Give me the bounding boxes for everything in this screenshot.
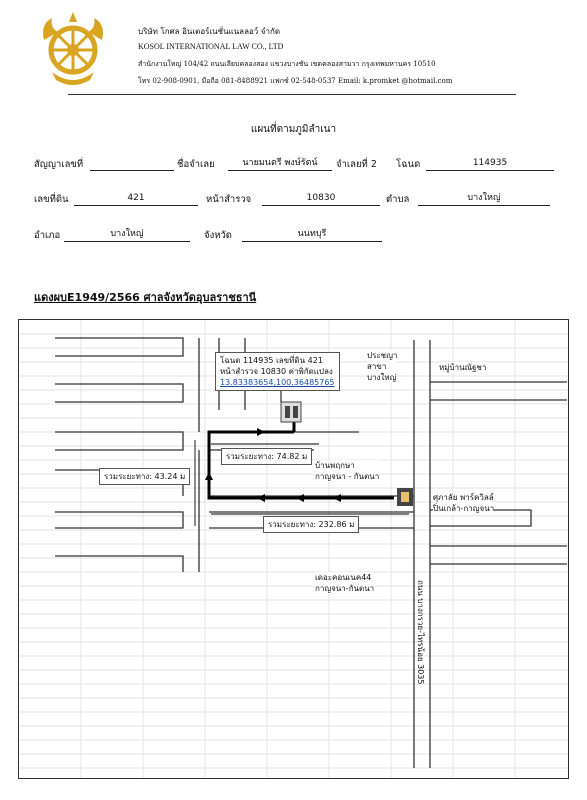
distance-74-label: รวมระยะทาง: 74.82 ม — [221, 448, 312, 465]
deed-info-line2: หน้าสำรวจ 10830 ค่าพิกัดแปลง — [220, 367, 333, 376]
location-map — [18, 319, 569, 779]
company-address: สำนักงานใหญ่ 104/42 ถนนเลียบคลองสอง แขวงบางชัน เขตคลองสามวา กรุงเทพมหานคร 10510 — [138, 60, 436, 68]
subdistrict-value: บางใหญ่ — [418, 192, 550, 206]
route-arrow — [257, 428, 265, 436]
field-row-1 — [34, 157, 564, 173]
village-label: หมู่บ้านณัฐชา — [439, 363, 487, 372]
coordinates-link[interactable]: 13.83383654,100.36485765 — [220, 378, 335, 387]
route-arrow — [333, 494, 341, 502]
road-label: ถนน บางกรวย-ไทรน้อย 3035 — [416, 580, 425, 685]
header-divider — [68, 94, 516, 95]
company-logo — [38, 10, 108, 88]
pracharat-label: ประชญา สาขา บางใหญ่ — [367, 351, 398, 382]
supalai-label: ศุภาลัย พาร์ควิลล์ ปิ่นเกล้า-กาญจนา — [433, 493, 495, 513]
route-arrow — [205, 472, 213, 480]
target-house-icon — [281, 390, 301, 422]
document-title: แผนที่ตามภูมิลำเนา — [250, 124, 337, 135]
deed-info-line1: โฉนด 114935 เลขที่ดิน 421 — [220, 356, 323, 365]
defendant-no-label: จำเลยที่ 2 — [336, 159, 377, 170]
company-name-thai: บริษัท โกศล อินเตอร์เนชั่นแนลลอว์ จำกัด — [138, 27, 281, 36]
debtor-label: ชื่อจำเลย — [177, 159, 215, 170]
case-section-title: แดงผบE1949/2566 ศาลจังหวัดอุบลราชธานี — [34, 291, 257, 304]
deed-value: 114935 — [426, 157, 554, 171]
field-row-2 — [34, 192, 564, 208]
distance-232-label: รวมระยะทาง: 232.86 ม — [263, 516, 359, 533]
start-location-pin — [397, 488, 413, 506]
district-label: อำเภอ — [34, 230, 61, 241]
route-arrow — [296, 494, 304, 502]
baan-pruksa-label: บ้านพฤกษา กาญจนา - กันตนา — [315, 461, 380, 481]
route-arrow — [257, 494, 265, 502]
contract-no-value — [90, 157, 174, 171]
province-label: จังหวัด — [204, 230, 232, 241]
land-no-value: 421 — [74, 192, 198, 206]
survey-value: 10830 — [262, 192, 380, 206]
deed-label: โฉนด — [396, 159, 421, 170]
field-row-3 — [34, 228, 434, 244]
province-value: นนทบุรี — [242, 228, 382, 242]
survey-label: หน้าสำรวจ — [206, 194, 252, 205]
district-value: บางใหญ่ — [64, 228, 190, 242]
the-connect-label: เดอะคอนเนค44 กาญจนา-กันตนา — [315, 573, 375, 593]
subdistrict-label: ตำบล — [386, 194, 410, 205]
land-no-label: เลขที่ดิน — [34, 194, 69, 205]
distance-43-label: รวมระยะทาง: 43.24 ม — [99, 468, 190, 485]
debtor-value: นายมนตรี พงษ์รัตน์ — [228, 157, 332, 171]
contract-no-label: สัญญาเลขที่ — [34, 159, 84, 170]
company-contact: โทร 02-908-0901, มือถือ 081-8488921 แฟกซ์ 02-548-0537 Email: k.promket @hotmail.com — [138, 77, 453, 85]
deed-info-box — [215, 352, 340, 391]
company-name-english: KOSOL INTERNATIONAL LAW CO., LTD — [138, 42, 284, 51]
